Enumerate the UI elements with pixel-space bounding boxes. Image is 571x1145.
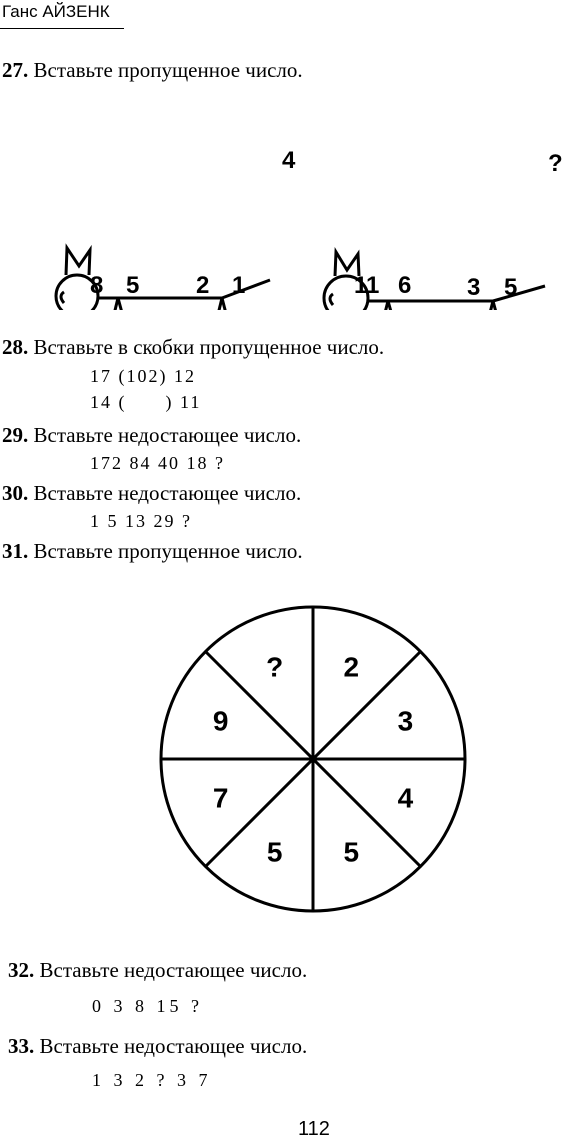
question-text: Вставьте недостающее число. xyxy=(39,1034,308,1058)
question-29 xyxy=(2,423,301,448)
cat-2-leg-number: 6 xyxy=(398,272,412,299)
question-number: 27. xyxy=(2,58,29,82)
question-number: 28. xyxy=(2,335,29,359)
question-27 xyxy=(2,58,303,83)
cat-2-mouth xyxy=(330,294,333,305)
question-number: 32. xyxy=(8,958,35,982)
question-text: Вставьте пропущенное число. xyxy=(33,58,303,82)
question-number: 29. xyxy=(2,423,29,447)
question-30 xyxy=(2,481,301,506)
sequence-line: 17 (102) 12 xyxy=(90,366,196,386)
wheel-sector-label: 9 xyxy=(212,705,229,737)
sequence-line: 172 84 40 18 ? xyxy=(90,453,225,473)
cat-2-leg-number: 11 xyxy=(354,272,380,299)
cat-2-tail-number: ? xyxy=(548,150,563,177)
sequence-line: 14 ( ) 11 xyxy=(90,392,202,412)
cat-1-tail-number: 4 xyxy=(282,147,296,174)
cat-1-tail xyxy=(222,280,270,298)
wheel-sector-label: 7 xyxy=(212,782,229,814)
page-number: 112 xyxy=(298,1118,330,1140)
wheel-sector-label: 2 xyxy=(343,651,360,683)
sequence-line: 1 5 13 29 ? xyxy=(90,511,192,531)
cat-1-leg-number: 8 xyxy=(90,272,104,299)
running-header: Ганс АЙЗЕНК xyxy=(2,2,110,21)
wheel-sector-label: 4 xyxy=(397,782,414,814)
question-text: Вставьте недостающее число. xyxy=(33,481,302,505)
question-text: Вставьте пропущенное число. xyxy=(33,539,303,563)
cat-1-leg-number: 2 xyxy=(196,272,210,299)
question-text: Вставьте недостающее число. xyxy=(33,423,302,447)
question-text: Вставьте недостающее число. xyxy=(39,958,308,982)
wheel-figure xyxy=(150,600,480,920)
wheel-sector-label: 5 xyxy=(343,836,360,868)
cat-2-tail xyxy=(493,286,545,301)
question-31 xyxy=(2,539,303,564)
cat-2-leg-number: 5 xyxy=(504,274,518,301)
cat-2-leg-number: 3 xyxy=(467,274,481,301)
cat-1-ears xyxy=(66,248,90,275)
sequence-line: 0 3 8 15 ? xyxy=(92,996,203,1016)
question-33 xyxy=(8,1034,307,1059)
cat-2-leg-4 xyxy=(493,301,512,310)
cat-1-leg-number: 5 xyxy=(126,272,140,299)
question-32 xyxy=(8,958,307,983)
question-number: 33. xyxy=(8,1034,35,1058)
question-text: Вставьте в скобки пропущенное число. xyxy=(33,335,385,359)
header-rule xyxy=(0,28,124,29)
cat-1-mouth xyxy=(61,292,64,303)
question-number: 30. xyxy=(2,481,29,505)
wheel-sector-label: ? xyxy=(266,651,284,683)
cat-1-leg-number: 1 xyxy=(232,272,246,299)
question-number: 31. xyxy=(2,539,29,563)
question-28 xyxy=(2,335,384,360)
sequence-line: 1 3 2 ? 3 7 xyxy=(92,1070,212,1090)
wheel-sector-label: 5 xyxy=(266,836,283,868)
wheel-sector-label: 3 xyxy=(397,705,414,737)
